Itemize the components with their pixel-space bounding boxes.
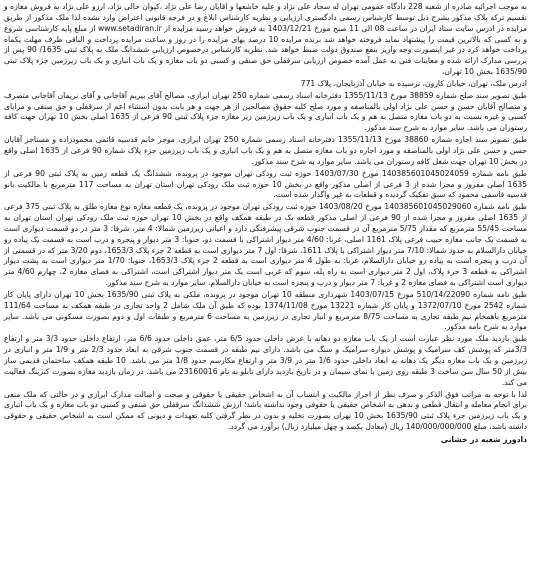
signature-line: دادورز شعبه در خشانی bbox=[440, 434, 527, 444]
valuation-paragraph: لذا با توجه به مراتب فوق الذکر و صرف نظر از احراز مالکیت و انتساب آن به اشخاص حقیقی یا حقوقی و صحت و اصالت مدارک ابرازی و در حالتی که ملک منعی برای انجام معامله و انتقال قطعی و بدهی به اشخاص حقیقی یا حقوقی وجود نداشته باشد؛ ارزش ششدانگ سرقفلی حق صنفی و کسبی دو باب مغازه و یک باب انباری و یک باب زیرزمین جزء پلاک ثبتی 1635/90 بخش 10 تهران بصورت تخلیه و بدون در نظر گرفتن کلیه تعهدات و دیونی که ممکن است به اشخاص حقیقی و حقوقی داشته باشد، مبلغ 140/000/000/000 ریال (معادل یکصد و چهل میلیارد ریال) برآورد می گردد. bbox=[4, 389, 528, 432]
property-address: ادرس ملک، تهران، خیابان کارون، نرسیده به خیابان آذربایجان، پلاک 771 bbox=[300, 78, 527, 88]
site-inspection-paragraph: طبق بازدید ملک مورد نظر عبارت است از یک باب مغازه دو دهانه با عرض داخلی حدود 6/5 متر، عمق داخلی حدود 6/6 متر، ارتفاع داخلی حدود 3/3 متر و ارتفاع 3/3متر که پوشش کف سرامیک و پوشش دیواره سرامیک و سنگ می باشد. دارای نیم طبقه در قسمت جنوب شرقی به ابعاد حدود 2/3 متر و 1/9 متر و انباری در زیرزمین و یک باب مغازه دیگر یک دهانه به ابعاد داخلی حدود 1/6 متر در 3/9 متر و ارتفاع مکارسم حدود 1/8 متر می باشد. 10 طبقه همکف ساختمان قدیمی ساز بیش از 50 سال سن ساخت 3 طبقه روی زمین با نمای سیمان و در تاریخ بازدید دارای تابلو به نام 23160016 می باشد. در زمان بازدید مغازه بصورت کترینگ فعالیت می کند. bbox=[4, 334, 527, 387]
intro-paragraph: به موجب اجرائیه صادره از شعبه 228 دادگاه عمومی تهران له سجاد علی نژاد و علیه خاشعها و اقایان رضا علی نژاد ،کیوان حالی نژاد، ارزو علی نژاد به فروش مغازه و تقسیم ترکه پلاک مذکور بشرح ذیل توسط کارشناس رسمی دادگستری ارزیابی و نظریه کارشناس ابلاغ و در فرجه قانونی اعتراض وارد نشده لذا ملک مذکور از طریق مزایده در ادرس سایت ستاد ایران در ساعت 08 الی 11 صبح مورخ 1403/12/21 به فروش خواهد رسید مزایده از www.setadiran.ir از مبلغ پایه کارشناسی شروع و به کسی که بالاترین قیمت را پیشنهاد نماید فروخته خواهد شد برنده مزایده 10 درصد بهای مزایده را در روز و ساعت مزایده پرداخت و الباقی ظرف مهلت یکماه پرداخت خواهد کرد در غیر اینصورت وجه واریز بنفع صندوق دولت ضبط خواهد شد. نظریه کارشناس درخصوص ارزیابی ششدانگ ملک به پلاک ثبتی 1635/ 90 پس از بررسی مدارک ارائه شده و معاینات فنی به عمل آمده خصوص ارزیابی سرقفلی حق صنفی و کسبی دو باب مغازه و یک باب انباری و یک باب زیرزمین جزء پلاک ثبتی 1635/90 بخش 10 تهران، bbox=[4, 2, 528, 77]
registry-letter-2-paragraph: طبق نامه شماره 140385601045029060 مورخ 1403/08/20 حوزه ثبت رودکی تهران موجود در پرونده، یک قطعه مغازه نوع مغازه طلق به پلاک ثبتی 375 فرعی از 1635 اصلی مفروز و مجزا شده از 90 فرعی از اصلی مذکور قطعه یک در طبقه همکف واقع در بخش 10 تهران حوزه ثبت ملک رودکی تهران استان تهران به مساحت 55/45 مترمربع که مقدار 5/75 مترمربع آن در قسمت جنوب شرقی پیشرفتگی دارد و اعیانی زیرزمین شمالا: 4 متر، شرقا: 3 متر در دو قسمت دیواری است به قسمت یک جانب مغازه حبیب فرعی پلاک 1161 اصلی، غربا: 4/60 متر دیوار اشتراکی با قسمت دو، جنوبا: 3 متر دیوار و پنجره و درب است به قسمت یک پیاده رو خیابان دارالسلام به حدود شمالا: 7/10 متر دیوار اشتراکی با پلاک 1611، شرقا: اول 7 متر دیواری است به قطعه 2 جزء پلاک 1653/3، دوم 3/20 متر که در قسمتی از آن درب و پنجره است به پیاده رو خیابان دارالسلام، غربا: به طول 4 متر دیواری است به قطعه 2 جزء پلاک 1653/3، جنوبا: 1/70 متر دیواری است به پشت دیوار اشتراکی به قطعه 3 جزء پلاک، اول 2 متر دیواری است به راه پله، سوم که غربی است یک متر دیوار اشتراکی است، اشتراکی به فضای مغازه 2، چهارم 4/60 متر دیواری است اشتراکی به فضای مغازه 2 و غربا: 7 متر دیوار و درب و پنجره است به خیابان دارالسلام. سایر موارد به شرح سند مذکور. bbox=[4, 202, 528, 288]
lease-deed-paragraph: طبق تصویر سند اجاره شماره 38860 مورخ 1355/11/13 دفترخانه اسناد رسمی شماره 250 تهران ابرازی، موجر خانم قدسیه قائمی محمودزاده و مستاجر آقایان حسن و حسن علی نژاد اولی بالمناصفه و مورد اجاره دو باب مغازه متصل به هم و یک باب انباری و یک باب زیرزمین جزء پلاک شماره 90 فرعی از 1635 اصلی واقع در بخش 10 تهران جهت شغل کافه رستوران می باشد. سایر موارد به شرح سند مذکور. bbox=[4, 135, 528, 166]
municipality-letter-paragraph: طبق نامه شماره 510/14/22090 مورخ 1403/07/15 شهرداری منطقه 10 تهران موجود در پرونده، ملکی به پلاک ثبتی 1635/90 بخش 10 تهران دارای پایان کار شماره 2542 مورخ 1372/07/10 و پایان کار شماره 13221 مورخ 1374/11/08 بوده که طبق آن ملک شامل 2 واحد تجاری در طبقه همکف به مساحت 111/64 مترمربع باهمخام نیم طبقه تجاری به مساحت 8/75 مترمربع و انبار تجاری در زیرزمین به مساحت 6 مترمربع و طبقات اول و دوم بصورت مسکونی می باشد. سایر موارد به شرح نامه مذکور. bbox=[4, 289, 528, 332]
registry-letter-1-paragraph: طبق نامه شماره 140385601045024059 مورخ 1403/07/30 حوزه ثبت رودکی تهران موجود در پرونده، ششدانگ یک قطعه زمین به پلاک ثبتی 90 فرعی از 1635 اصلی مفروز و مجزا شده از 3 فرعی از اصلی مذکور واقع در بخش 10 حوزه ثبت ملک رودکی تهران استان تهران به مساحت 117 مترمربع با مالکیت بانو قدسیه قاسمی محمود که سبق تفکیک گردیده و قطعات به غیر واگذار شده است. bbox=[4, 168, 527, 200]
settlement-deed-paragraph: طبق تصویر سند صلح شماره 38859 مورخ 1355/11/13 دفترخانه اسناد رسمی شماره 250 تهران ابرازی، مصالح آقای بیریم آقاجانی و آقای نریمان آقاجانی متصرف و متصالح آقایان حسن و حسن علی نژاد اولی بالمناصفه و مورد صلح کلیه حقوق مصالحین از هر جهت و هر بابت بدون استثناء اعم از سرقفلی و حق صنفی و مزایای کسبی و غیره نسبت به دو باب مغازه متصل به هم و یک باب انباری و یک باب زیرزمین زیر مغازه جزء پلاک ثبتی 90 فرعی از 1635 اصلی بخش 10 تهران جهت کافه رستوران می باشد. سایر موارد به شرح سند مذکور. bbox=[4, 90, 527, 133]
